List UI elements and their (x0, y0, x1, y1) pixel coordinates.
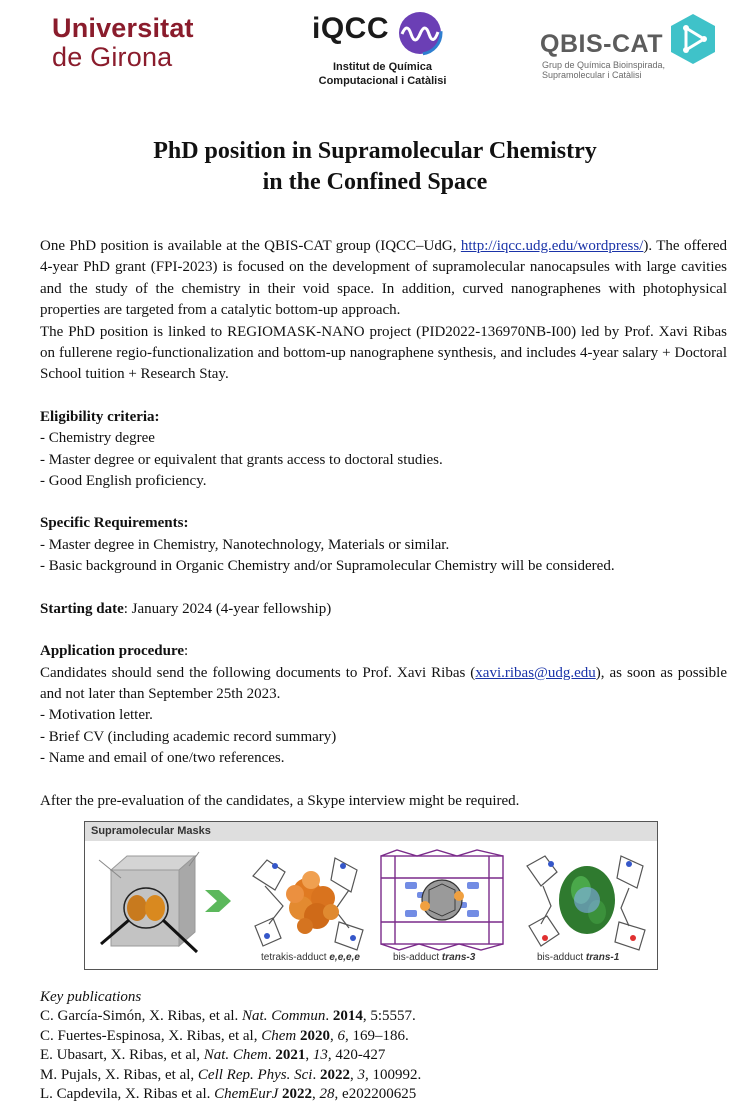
requirement-item: - Master degree in Chemistry, Nanotechnology, Materials or similar. (40, 536, 450, 553)
publication-journal: Nat. Commun (242, 1008, 326, 1025)
publication-item: C. Fuertes-Espinosa, X. Ribas, et al, Chem 2020, 6, 169–186. (40, 1027, 409, 1044)
eligibility-item: - Chemistry degree (40, 430, 155, 447)
publication-pages: , e202200625 (334, 1086, 417, 1103)
supramolecular-masks-figure (84, 821, 658, 970)
publication-pages: , 169–186. (344, 1027, 409, 1044)
qbis-website-link[interactable]: http://iqcc.udg.edu/wordpress/ (460, 238, 644, 254)
qbis-logo-subtitle (542, 60, 692, 80)
publications-heading-text: Key publications (40, 989, 142, 1005)
project-paragraph: The PhD position is linked to REGIOMASK-NANO project (PID2022-136970NB-I00) led by Prof. Xavi Ribas on fullerene regio-functionalization and bottom-up nanographene synthesis, and includes 4-year salary + Doctoral School tuition + Research Stay. (40, 323, 727, 383)
publication-authors: L. Capdevila, X. Ribas et al. (40, 1086, 215, 1103)
qbis-sub-line2: Supramolecular i Catàlisi (542, 70, 642, 80)
udg-logo-line1: Universitat (52, 13, 194, 43)
publication-journal: Chem (261, 1027, 297, 1044)
application-text-before-email: Candidates should send the following documents to Prof. Xavi Ribas ( (40, 664, 476, 681)
publication-pages: , 100992. (364, 1066, 422, 1083)
eligibility-item: - Master degree or equivalent that grants access to doctoral studies. (40, 451, 443, 468)
caption-bis-adduct-trans-3 (393, 952, 475, 963)
iqcc-sub-line1: Institut de Química (332, 61, 432, 73)
publication-authors: M. Pujals, X. Ribas, et al, (40, 1066, 198, 1083)
publication-volume: 13 (312, 1047, 328, 1064)
publication-separator: . (312, 1066, 320, 1083)
arrow-right-icon (203, 888, 233, 914)
publication-year: 2020 (299, 1027, 330, 1044)
caption-trans-1-prefix: bis-adduct (537, 952, 586, 963)
iqcc-sub-line2: Computacional i Catàlisi (318, 75, 447, 87)
cage-cube-illustration (93, 848, 203, 960)
application-heading (40, 641, 727, 662)
caption-trans-3-isomer: trans-3 (441, 952, 476, 963)
publication-year: 2014 (332, 1008, 363, 1025)
iqcc-wave-icon (397, 10, 443, 56)
application-item: - Name and email of one/two references. (40, 750, 285, 767)
publication-authors: C. García-Simón, X. Ribas, et al. (40, 1008, 243, 1025)
publication-item (40, 1007, 730, 1026)
caption-trans-3-prefix: bis-adduct (393, 952, 442, 963)
eligibility-heading-text: Eligibility criteria: (40, 408, 160, 425)
publication-year: 2022 (319, 1066, 350, 1083)
requirements-heading (40, 513, 727, 534)
publication-volume: 6 (337, 1027, 345, 1044)
starting-date-label: Starting date (40, 600, 124, 617)
publication-volume: 28 (319, 1086, 335, 1103)
requirements-heading-text: Specific Requirements: (40, 515, 189, 532)
publication-volume: 3 (357, 1066, 365, 1083)
contact-email-link[interactable]: xavi.ribas@udg.edu (475, 664, 596, 681)
publication-separator: . (325, 1008, 333, 1025)
starting-date-value: : January 2024 (4-year fellowship) (123, 600, 332, 617)
application-item: - Motivation letter. (40, 707, 153, 724)
publication-authors: E. Ubasart, X. Ribas, et al, (40, 1047, 204, 1064)
bis-adduct-trans-3-structure (377, 848, 507, 952)
pre-evaluation-note: After the pre-evaluation of the candidates, a Skype interview might be required. (40, 792, 520, 809)
caption-tetrakis-prefix: tetrakis-adduct (261, 952, 330, 963)
publication-year: 2021 (275, 1047, 306, 1064)
page-title (0, 136, 750, 198)
publication-journal: ChemEurJ (214, 1086, 279, 1103)
requirement-item: - Basic background in Organic Chemistry and/or Supramolecular Chemistry will be considered. (40, 558, 615, 575)
publication-item: M. Pujals, X. Ribas, et al, Cell Rep. Phys. Sci. 2022, 3, 100992. (40, 1066, 422, 1083)
eligibility-heading (40, 407, 727, 428)
publication-item: L. Capdevila, X. Ribas et al. ChemEurJ 2022, 28, e202200625 (40, 1086, 417, 1103)
application-item: - Brief CV (including academic record summary) (40, 728, 337, 745)
bis-adduct-trans-1-structure (521, 846, 653, 954)
publication-journal: Nat. Chem (203, 1047, 268, 1064)
application-paragraph (40, 663, 727, 706)
figure-title: Supramolecular Masks (85, 822, 657, 841)
tetrakis-adduct-structure (245, 846, 375, 954)
header-logos (0, 0, 750, 100)
intro-text-before-link: One PhD position is available at the QBIS-CAT group (IQCC–UdG, (40, 238, 461, 254)
title-line2: in the Confined Space (262, 169, 488, 195)
publication-authors: C. Fuertes-Espinosa, X. Ribas, et al, (40, 1027, 262, 1044)
publication-journal: Cell Rep. Phys. Sci (197, 1066, 313, 1083)
publication-year: 2022 (282, 1086, 313, 1103)
udg-logo (52, 14, 194, 72)
caption-bis-adduct-trans-1 (537, 952, 619, 963)
publication-pages: , 5:5557. (362, 1008, 416, 1025)
qbis-cat-logo (540, 12, 740, 92)
caption-tetrakis-isomer: e,e,e,e (329, 952, 360, 963)
publication-separator: . (267, 1047, 276, 1064)
key-publications (40, 988, 730, 1104)
publication-item: E. Ubasart, X. Ribas, et al, Nat. Chem. 2021, 13, 420-427 (40, 1047, 386, 1064)
application-text-after-email: ), as soon as possible and not later than September 25th 2023. (40, 664, 727, 702)
qbis-logo-name: QBIS-CAT (540, 30, 663, 58)
title-line1: PhD position in Supramolecular Chemistry (153, 138, 597, 164)
udg-logo-line2: de Girona (52, 42, 173, 72)
publication-pages: , 420-427 (327, 1047, 386, 1064)
intro-text-after-link: ). The offered 4-year PhD grant (FPI-2023) is focused on the development of supramolecular nanocapsules with large cavities and the study of the chemistry in their void space. In addition, curved nanographenes with photophysical properties are targeted from a catalytic bottom-up approach. (40, 238, 727, 319)
iqcc-logo-name: iQCC (312, 12, 389, 45)
qbis-sub-line1: Grup de Química Bioinspirada, (542, 60, 666, 70)
caption-trans-1-isomer: trans-1 (585, 952, 620, 963)
main-content (40, 236, 727, 812)
eligibility-item: - Good English proficiency. (40, 473, 207, 490)
application-heading-text: Application procedure (40, 643, 185, 660)
iqcc-logo (300, 8, 460, 88)
iqcc-logo-subtitle (300, 60, 465, 88)
qbis-hexagon-icon (668, 12, 718, 66)
starting-date (40, 599, 727, 620)
application-heading-colon: : (184, 643, 189, 660)
publications-heading (40, 988, 730, 1007)
intro-paragraph (40, 236, 727, 322)
caption-tetrakis-adduct (261, 952, 360, 963)
